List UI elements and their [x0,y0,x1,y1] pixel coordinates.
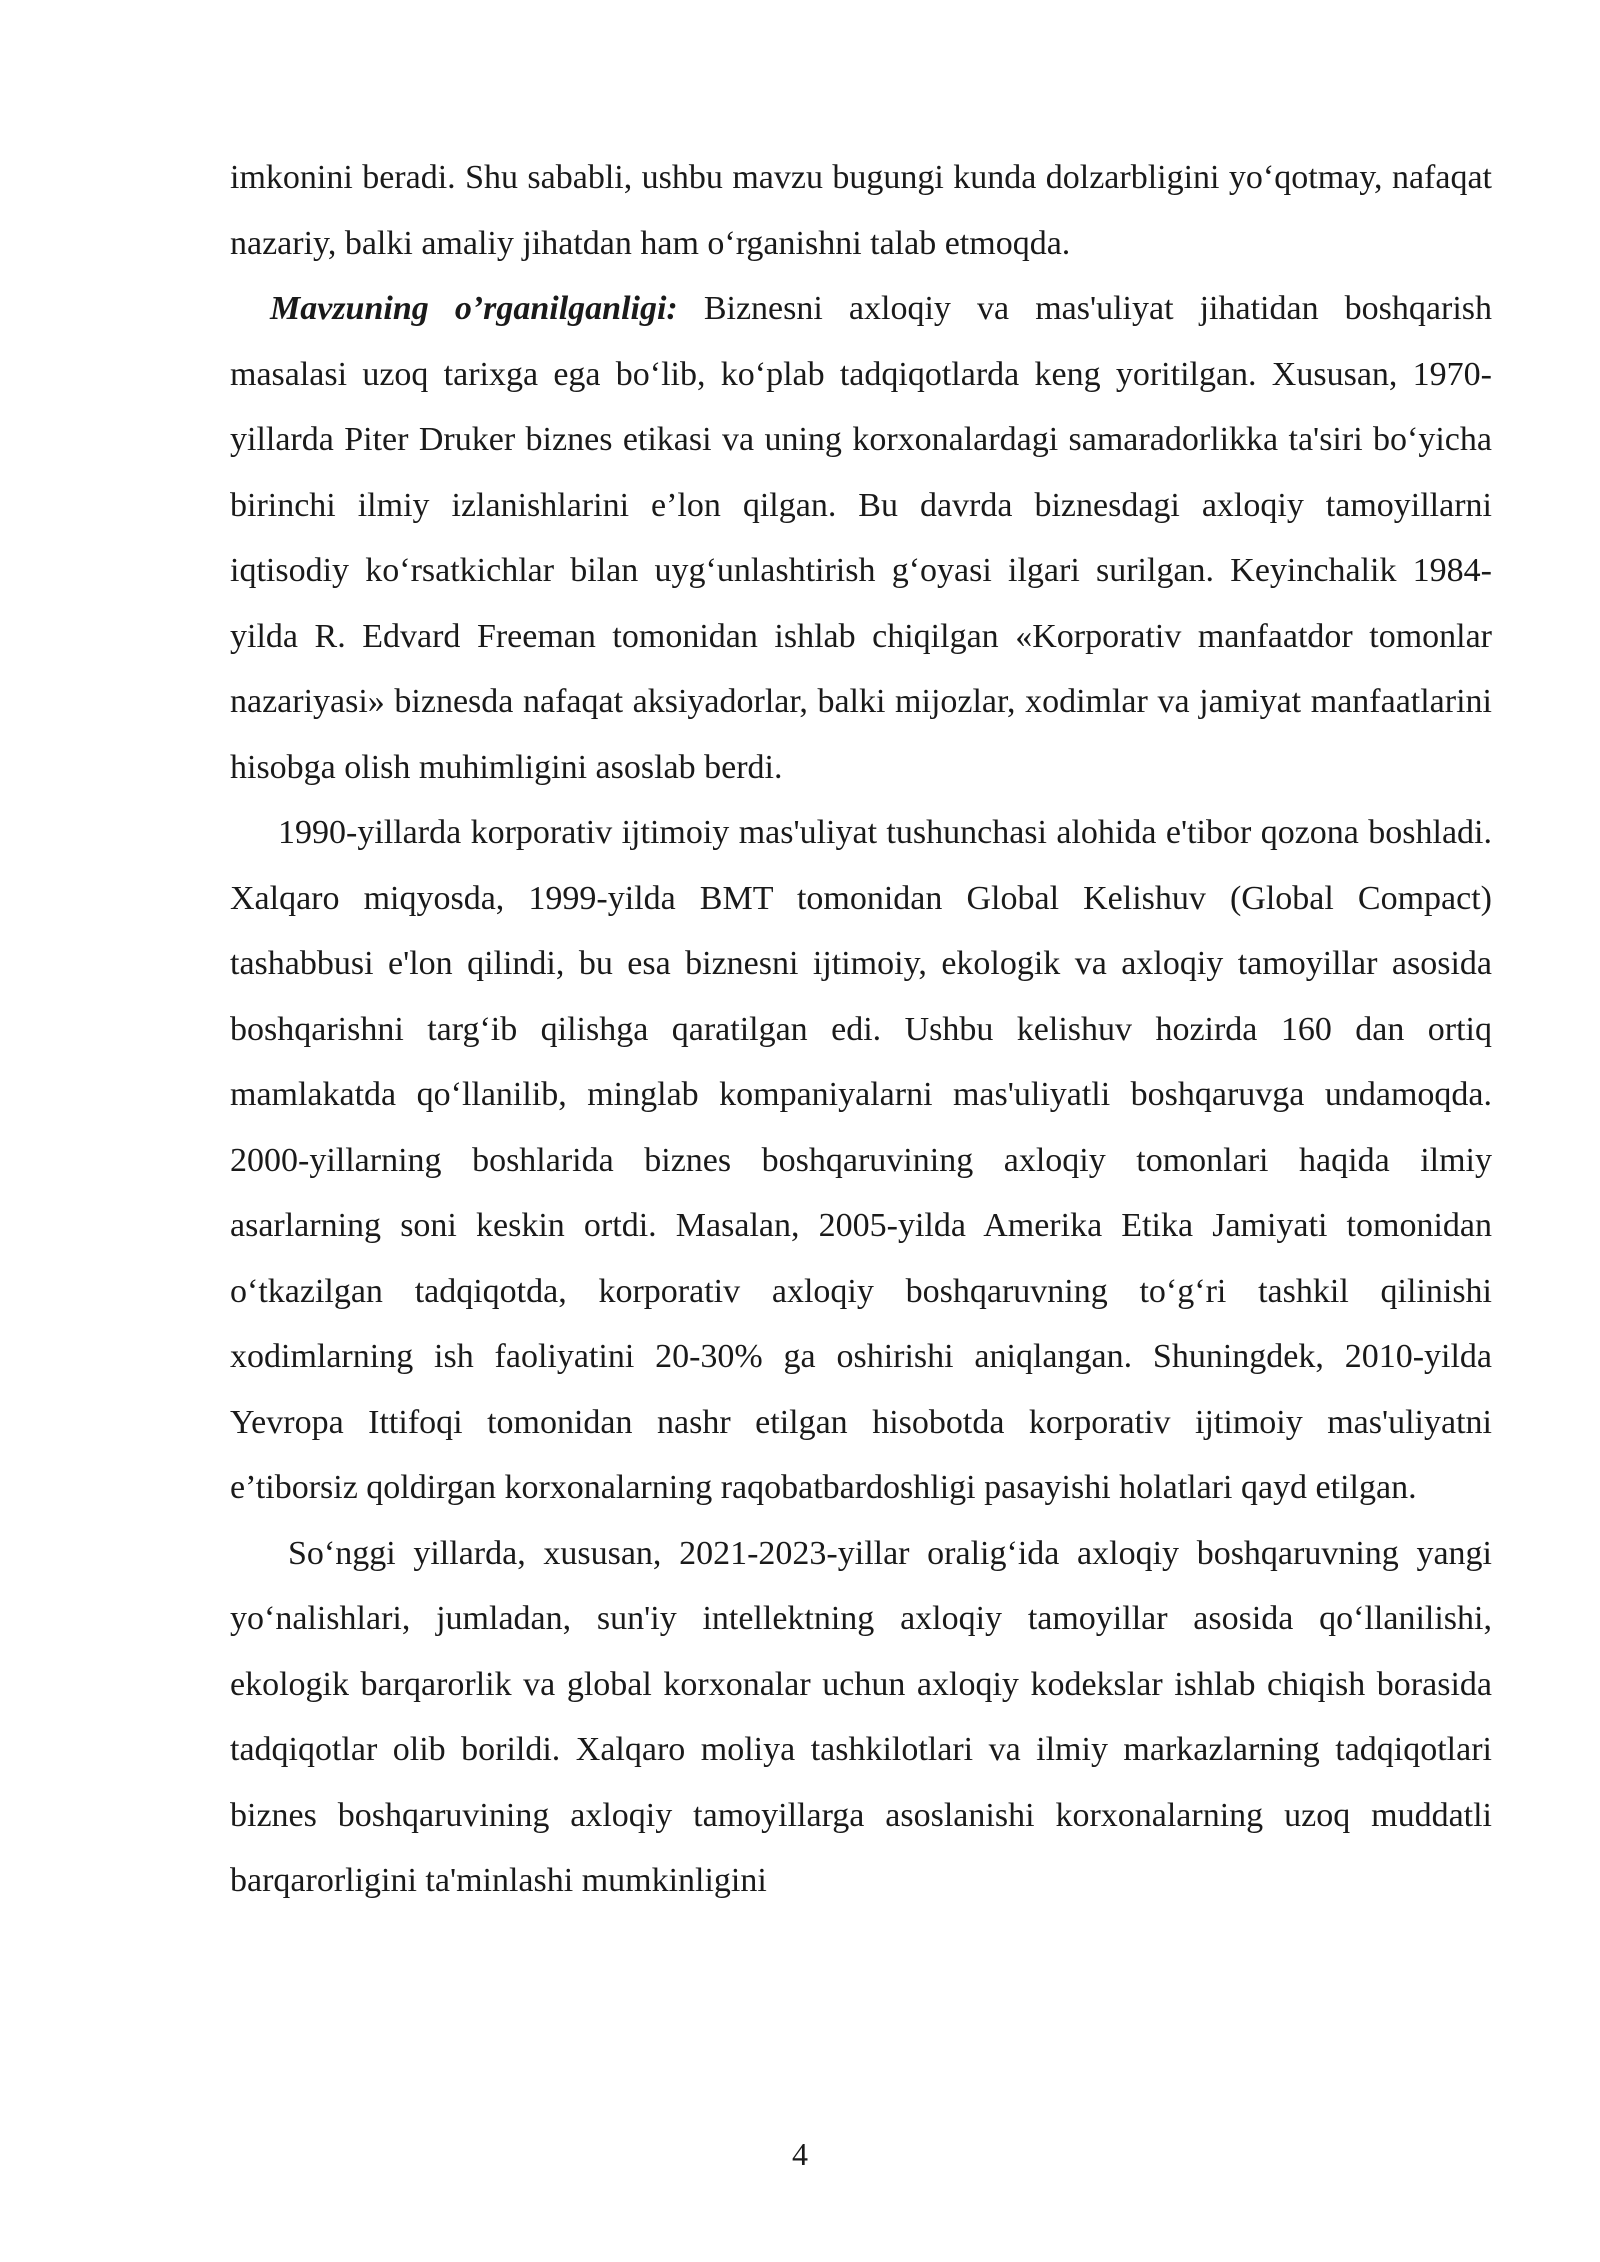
paragraph-text: Biznesni axloqiy va mas'uliyat jihatidan boshqarish masalasi uzoq tarixga ega bo‘lib, ko‘plab tadqiqotlarda keng yoritilgan. Xususan, 1970-yillarda Piter Druker biznes etikasi va uning korxonalardagi samaradorlikka ta'siri bo‘yicha birinchi ilmiy izlanishlarini e’lon qilgan. Bu davrda biznesdagi axloqiy tamoyillarni iqtisodiy ko‘rsatkichlar bilan uyg‘unlashtirish g‘oyasi ilgari surilgan. Keyinchalik 1984-yilda R. Edvard Freeman tomonidan ishlab chiqilgan «Korporativ manfaatdor tomonlar nazariyasi» biznesda nafaqat aksiyadorlar, balki mijozlar, xodimlar va jamiyat manfaatlarini hisobga olish muhimligini asoslab berdi. [230,290,1492,786]
page-number: 4 [792,2136,808,2172]
paragraph-recent-research [230,1521,1492,1914]
paragraph-csr-history [230,800,1492,1521]
body-text [230,145,1492,1914]
paragraph-text: So‘nggi yillarda, xususan, 2021-2023-yillar oralig‘ida axloqiy boshqaruvning yangi yo‘nalishlari, jumladan, sun'iy intellektning axloqiy tamoyillar asosida qo‘llanilishi, ekologik barqarorlik va global korxonalar uchun axloqiy kodekslar ishlab chiqish borasida tadqiqotlar olib borildi. Xalqaro moliya tashkilotlari va ilmiy markazlarning tadqiqotlari biznes boshqaruvining axloqiy tamoyillarga asoslanishi korxonalarning uzoq muddatli barqarorligini ta'minlashi mumkinligini [230,1534,1492,1899]
paragraph-text: 1990-yillarda korporativ ijtimoiy mas'uliyat tushunchasi alohida e'tibor qozona boshladi. Xalqaro miqyosda, 1999-yilda BMT tomonidan Global Kelishuv (Global Compact) tashabbusi e'lon qilindi, bu esa biznesni ijtimoiy, ekologik va axloqiy tamoyillar asosida boshqarishni targ‘ib qilishga qaratilgan edi. Ushbu kelishuv hozirda 160 dan ortiq mamlakatda qo‘llanilib, minglab kompaniyalarni mas'uliyatli boshqaruvga undamoqda. 2000-yillarning boshlarida biznes boshqaruvining axloqiy tomonlari haqida ilmiy asarlarning soni keskin ortdi. Masalan, 2005-yilda Amerika Etika Jamiyati tomonidan o‘tkazilgan tadqiqotda, korporativ axloqiy boshqaruvning to‘g‘ri tashkil qilinishi xodimlarning ish faoliyatini 20-30% ga oshirishi aniqlangan. Shuningdek, 2010-yilda Yevropa Ittifoqi tomonidan nashr etilgan hisobotda korporativ ijtimoiy mas'uliyatni e’tiborsiz qoldirgan korxonalarning raqobatbardoshligi pasayishi holatlari qayd etilgan. [230,814,1492,1506]
paragraph-continuation [230,145,1492,276]
section-lead-heading: Mavzuning o’rganilganligi: [270,290,678,327]
paragraph-text: imkonini beradi. Shu sababli, ushbu mavzu bugungi kunda dolzarbligini yo‘qotmay, nafaqat nazariy, balki amaliy jihatdan ham o‘rganishni talab etmoqda. [230,159,1492,262]
paragraph-study-history [230,276,1492,800]
